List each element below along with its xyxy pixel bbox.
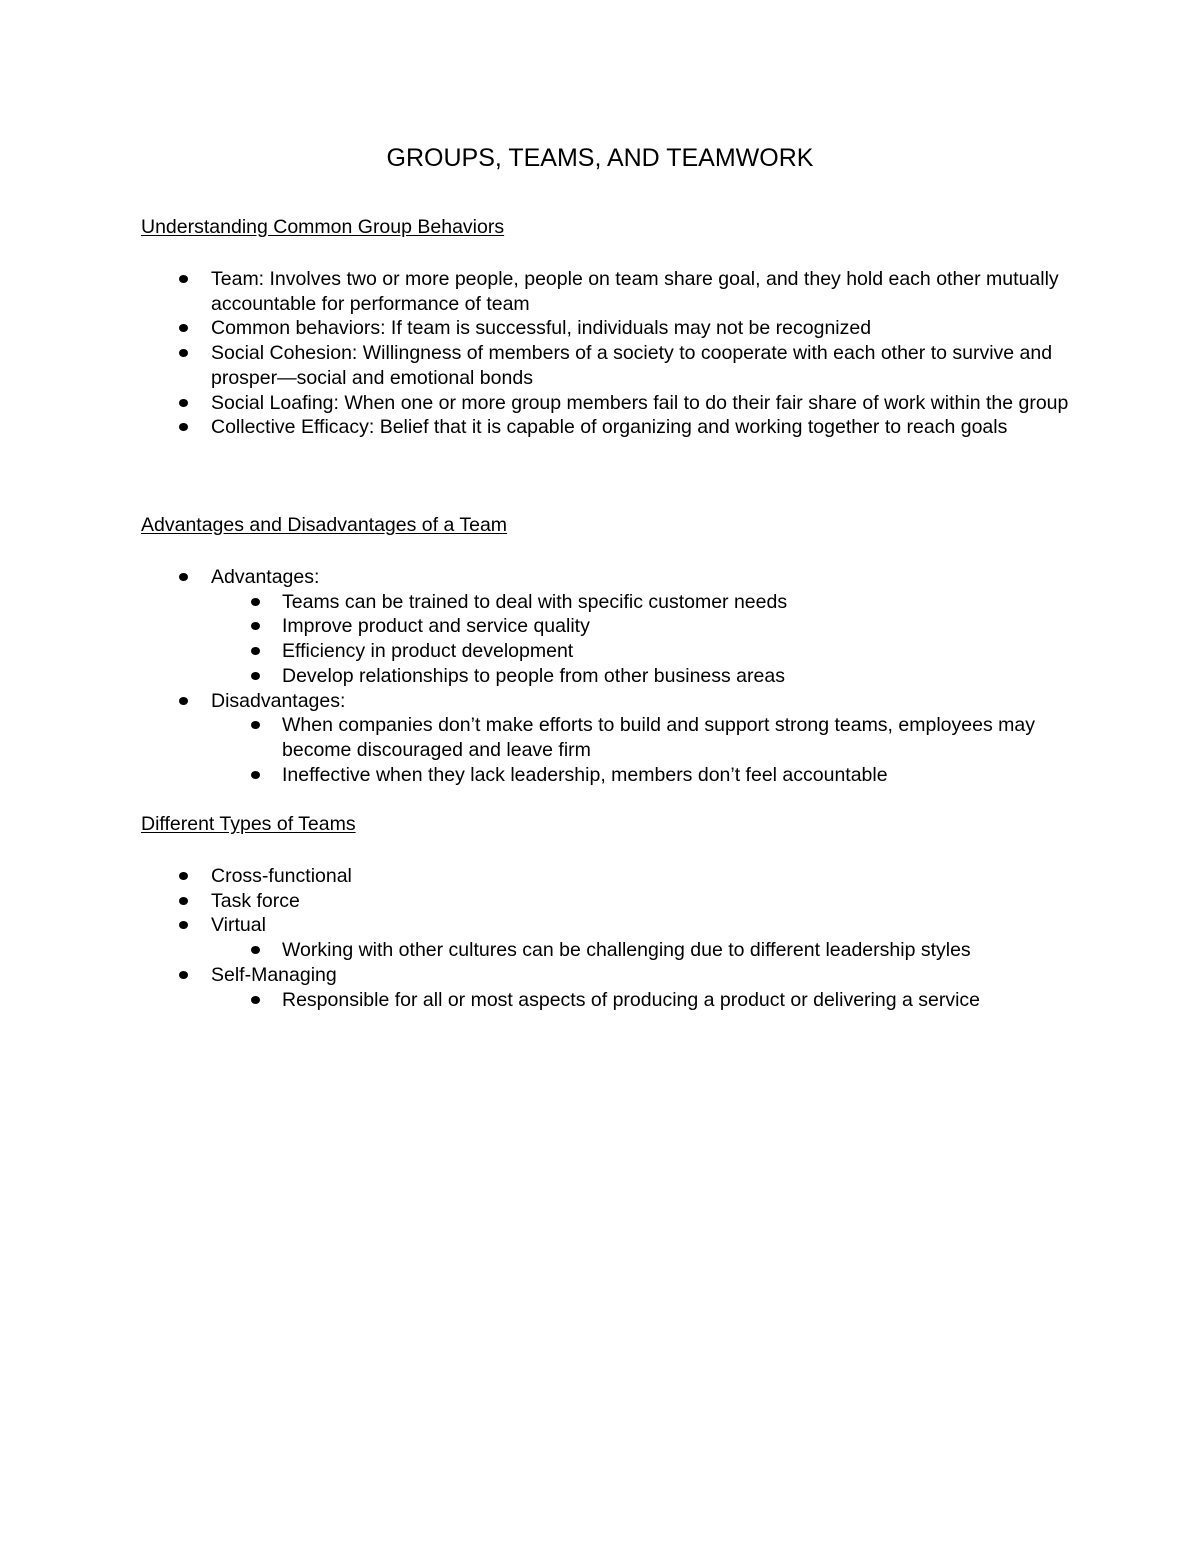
list-item-text: Collective Efficacy: Belief that it is capable of organizing and working together to reach goals (211, 416, 1008, 439)
bullet-icon (179, 872, 188, 880)
bullet-icon (179, 324, 188, 332)
list-item (141, 864, 1071, 889)
sub-list-item-text: Develop relationships to people from other business areas (282, 664, 785, 687)
list-item (141, 391, 1071, 416)
list-item-text: Cross-functional (211, 865, 352, 887)
list-item (141, 913, 1071, 962)
sub-list-item-text: Teams can be trained to deal with specific customer needs (282, 590, 788, 613)
list-item (141, 889, 1071, 914)
sub-list-item (211, 639, 1071, 664)
bullet-icon (251, 771, 260, 779)
section-team-types (141, 812, 1071, 1012)
sub-list-item (211, 590, 1071, 615)
list-item-text: Common behaviors: If team is successful, individuals may not be recognized (211, 317, 872, 340)
sub-list-item (211, 938, 1071, 963)
list-item (141, 963, 1071, 1012)
sub-bullet-list (211, 938, 1071, 963)
bullet-icon (251, 672, 260, 680)
bullet-icon (179, 573, 188, 581)
bullet-icon (251, 622, 260, 630)
bullet-icon (179, 399, 188, 407)
list-item (141, 341, 1071, 390)
sub-bullet-list (211, 590, 1071, 689)
bullet-icon (179, 275, 188, 283)
bullet-icon (179, 921, 188, 929)
bullet-icon (251, 996, 260, 1004)
sub-bullet-list (211, 988, 1071, 1013)
bullet-icon (179, 897, 188, 905)
list-item-text: Task force (211, 889, 300, 912)
sub-list-item (211, 614, 1071, 639)
bullet-list (141, 864, 1071, 1012)
bullet-icon (251, 721, 260, 729)
sub-list-item-text: Working with other cultures can be challenging due to different leadership styles (282, 939, 971, 962)
list-item-text: Advantages: (211, 566, 320, 588)
list-item-text: Disadvantages: (211, 689, 346, 712)
bullet-icon (179, 971, 188, 979)
section-heading: Advantages and Disadvantages of a Team (141, 514, 508, 536)
document-title: GROUPS, TEAMS, AND TEAMWORK (386, 144, 814, 172)
bullet-icon (179, 423, 188, 431)
sub-list-item (211, 763, 1071, 788)
list-item (141, 267, 1071, 316)
sub-list-item-text: Improve product and service quality (282, 615, 590, 638)
bullet-icon (251, 946, 260, 954)
list-item-text: Social Loafing: When one or more group members fail to do their fair share of work within the group (211, 391, 1069, 414)
list-item (141, 316, 1071, 341)
bullet-icon (251, 647, 260, 655)
bullet-list (141, 267, 1071, 440)
sub-bullet-list (211, 713, 1071, 787)
section-group-behaviors (141, 215, 1071, 440)
list-item-text: Team: Involves two or more people, people on team share goal, and they hold each other mutually accountable for performance of team (211, 268, 1059, 315)
sub-list-item (211, 664, 1071, 689)
section-heading: Understanding Common Group Behaviors (141, 216, 505, 238)
bullet-icon (179, 349, 188, 357)
sub-list-item-text: Ineffective when they lack leadership, members don’t feel accountable (282, 763, 888, 786)
list-item-text: Virtual (211, 914, 266, 937)
bullet-icon (251, 598, 260, 606)
bullet-list (141, 565, 1071, 787)
section-heading: Different Types of Teams (141, 813, 356, 835)
list-item-text: Social Cohesion: Willingness of members of a society to cooperate with each other to survive and prosper—social and emotional bonds (211, 342, 1053, 389)
list-item (141, 565, 1071, 689)
list-item (141, 689, 1071, 788)
section-advantages-disadvantages (141, 513, 1071, 787)
bullet-icon (179, 697, 188, 705)
sub-list-item-text: Efficiency in product development (282, 640, 574, 663)
sub-list-item-text: Responsible for all or most aspects of producing a product or delivering a service (282, 988, 981, 1011)
sub-list-item (211, 713, 1071, 762)
list-item-text: Self-Managing (211, 963, 337, 986)
sub-list-item-text: When companies don’t make efforts to build and support strong teams, employees may become discouraged and leave firm (282, 714, 1035, 761)
list-item (141, 415, 1071, 440)
sub-list-item (211, 988, 1071, 1013)
